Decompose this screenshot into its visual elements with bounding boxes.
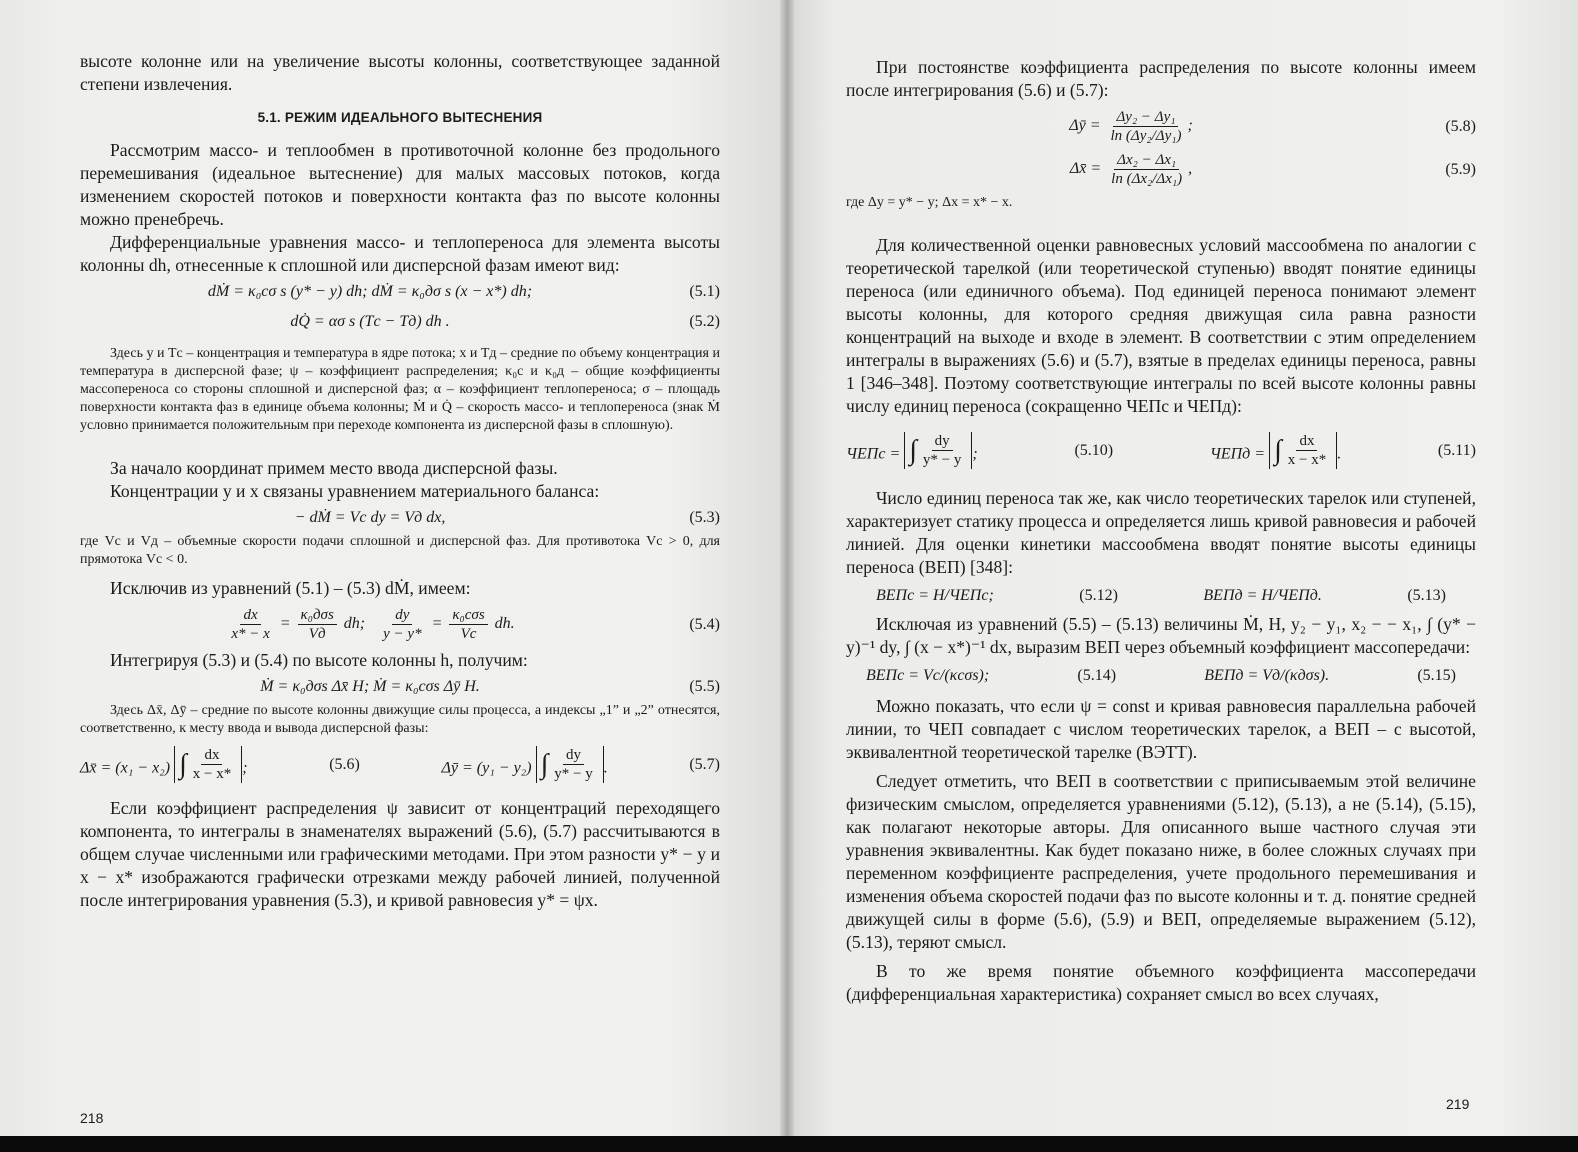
equation-5-9-body: Δx̄ = $\frac{\text{Δx₂ − Δx₁}}{\text{ln (Δx₂/Δx₁)}}$ , xyxy=(1069,152,1193,187)
left-paragraph-6: Концентрации y и x связаны уравнением материального баланса: xyxy=(110,481,600,501)
equation-5-8 xyxy=(846,108,1476,145)
section-heading: 5.1. РЕЖИМ ИДЕАЛЬНОГО ВЫТЕСНЕНИЯ xyxy=(257,110,543,125)
equation-5-4 xyxy=(80,606,720,643)
left-paragraph-8: Исключив из уравнений (5.1) – (5.3) dṀ, имеем: xyxy=(110,578,471,598)
eq54-fraction-4: $\frac{\text{κ₀сσs}}{Vс}$ xyxy=(449,606,487,643)
equation-5-5-body: Ṁ = κ₀дσs Δx̄ H; Ṁ = κ₀сσs Δȳ H. xyxy=(260,678,480,695)
equations-5-10-5-11 xyxy=(846,432,1476,469)
equation-5-11-number: (5.11) xyxy=(1437,441,1476,459)
equation-5-12-body: ВЕПс = H/ЧЕПс; xyxy=(876,587,994,604)
equation-5-15-body: ВЕПд = Vд/(κдσs). xyxy=(1204,667,1330,684)
left-page xyxy=(0,0,786,1136)
equations-5-14-5-15 xyxy=(846,667,1476,685)
left-column xyxy=(80,50,720,912)
right-paragraph-7: Следует отметить, что ВЕП в соответствии с приписываемым этой величине физическим смыслом, определяется уравнениями (5.12), (5.13), а не (5.14), (5.15), как полагают некоторые авторы. Для описанного выше частного случая эти уравнения эквивалентны. Как будет показано ниже, в более сложных случаях при переменном коэффициенте распределения, учете продольного перемешивания и изменения объема скоростей подачи фаз по высоте колонны и т. д. понятие средней движущей силы в форме (5.6), (5.9) и ВЕП, определяемые выражением (5.12), (5.13), теряют смысл. xyxy=(846,771,1476,952)
left-paragraph-1: высоте колонне или на увеличение высоты колонны, соответствующее заданной степени извлечения. xyxy=(80,51,720,94)
scan-bottom-edge xyxy=(0,1136,1578,1152)
equation-5-1-number: (5.1) xyxy=(689,283,720,300)
right-paragraph-1: При постоянстве коэффициента распределения по высоте колонны имеем после интегрирования (5.6) и (5.7): xyxy=(846,57,1476,100)
right-page xyxy=(786,0,1578,1136)
left-paragraph-5: За начало координат примем место ввода дисперсной фазы. xyxy=(110,458,558,478)
equation-5-11-body: ЧЕПд = ∫ $\frac{dx}{x - x*}$ . xyxy=(1209,433,1342,468)
right-paragraph-8: В то же время понятие объемного коэффициента массопередачи (дифференциальная характеристика) сохраняет смысл во всех случаях, xyxy=(846,961,1476,1004)
right-paragraph-3: Для количественной оценки равновесных условий массообмена по аналогии с теоретической тарелкой (или теоретической ступенью) вводят понятие единицы переноса (или единичного объема). Под единицей переноса понимают элемент высоты колонны, для которого средняя движущая сила равна разности концентраций на выходе и входе в элемент. В соответствии с этим определением интегралы в выражениях (5.6) и (5.7), взятые в пределах единицы переноса, равны 1 [346–348]. Поэтому соответствующие интегралы по всей высоте колонны равны числу единиц переноса (сокращенно ЧЕПс и ЧЕПд): xyxy=(846,235,1476,416)
eq54-fraction-2: $\frac{\text{κ₀дσs}}{Vд}$ xyxy=(298,606,337,643)
left-paragraph-3: Дифференциальные уравнения массо- и теплопереноса для элемента высоты колонны dh, отнесенные к сплошной или дисперсной фазам имеют вид: xyxy=(80,232,720,275)
equations-5-6-5-7 xyxy=(80,746,720,783)
left-paragraph-9: Интегрируя (5.3) и (5.4) по высоте колонны h, получим: xyxy=(110,650,528,670)
equation-5-5 xyxy=(80,678,720,696)
equations-5-12-5-13 xyxy=(846,587,1476,605)
equation-5-4-body: $\frac{dx}{x* - x}$ = $\frac{\text{κ₀дσs}}{Vд}$ dh; $\frac{dy}{y - y*}$ = $\frac{\text{κ₀сσs}}{Vс}$ dh. xyxy=(80,606,660,643)
equation-5-4-number: (5.4) xyxy=(689,615,720,633)
left-paragraph-2: Рассмотрим массо- и теплообмен в противоточной колонне без продольного перемешивания (идеальное вытеснение) для малых массовых потоков, когда изменением скоростей потоков и поверхности контакта фаз по высоте колонны можно пренебречь. xyxy=(80,140,720,229)
left-notation-paragraph: Здесь y и Tс – концентрация и температура в ядре потока; x и Tд – средние по объему концентрация и температура в дисперсной фазе; ψ – коэффициент распределения; κ₀с и κ₀д – общие коэффициенты массопереноса со стороны сплошной и дисперсной фаз; α – коэффициент теплопереноса; σ – площадь поверхности контакта фаз в единице объема колонны; Ṁ и Q̇ – скорость массо- и теплопереноса (знак Ṁ условно принимается положительным при переходе компонента из дисперсной фазы в сплошную). xyxy=(80,346,720,433)
equation-5-3-number: (5.3) xyxy=(689,509,720,526)
equation-5-2-body: dQ̇ = ασ s (Tс − Tд) dh . xyxy=(290,313,450,330)
equation-5-3 xyxy=(80,509,720,527)
equation-5-8-body: Δȳ = $\frac{\text{Δy₂ − Δy₁}}{\text{ln (Δy₂/Δy₁)}}$ ; xyxy=(1069,109,1193,144)
equation-5-12-number: (5.12) xyxy=(1079,587,1118,604)
eq54-fraction-1: $\frac{dx}{x* - x}$ xyxy=(231,607,270,642)
right-paragraph-4: Число единиц переноса так же, как число теоретических тарелок или ступеней, характеризует статику процесса и определяется лишь кривой равновесия и рабочей линией. Для оценки кинетики массообмена вводят понятие высоты единицы переноса (ВЕП) [348]: xyxy=(846,488,1476,577)
left-paragraph-11: Если коэффициент распределения ψ зависит от концентраций переходящего компонента, то интегралы в знаменателях выражений (5.6), (5.7) рассчитываются в общем случае численными или графическими методами. При этом разности y* − y и x − x* изображаются графически отрезками между рабочей линией, полученной после интегрирования уравнения (5.3), и кривой равновесия y* = ψx. xyxy=(80,798,720,910)
right-column xyxy=(846,56,1476,1006)
book-spine-shadow xyxy=(780,0,794,1136)
equation-5-8-number: (5.8) xyxy=(1445,117,1476,135)
equation-5-10-number: (5.10) xyxy=(1074,441,1114,459)
eq54-fraction-3: $\frac{dy}{y - y*}$ xyxy=(383,607,422,642)
equation-5-3-body: − dṀ = Vс dy = Vд dx, xyxy=(294,509,446,526)
equation-5-7-number: (5.7) xyxy=(689,755,720,773)
equation-5-13-body: ВЕПд = H/ЧЕПд. xyxy=(1203,587,1322,604)
equation-5-7-body: Δȳ = (y₁ − y₂) ∫ $\frac{dy}{y* - y}$ . xyxy=(441,747,608,782)
equation-5-10-body: ЧЕПс = ∫ $\frac{dy}{y* - y}$ ; xyxy=(846,433,978,468)
equation-5-1 xyxy=(80,283,720,301)
equation-5-6-body: Δx̄ = (x₁ − x₂) ∫ $\frac{dx}{x - x*}$ ; xyxy=(80,747,248,782)
page-number-right: 219 xyxy=(1446,1096,1470,1112)
equation-5-1-body: dṀ = κ₀cσ s (y* − y) dh; dṀ = κ₀дσ s (x − x*) dh; xyxy=(207,283,533,300)
right-paragraph-5: Исключая из уравнений (5.5) – (5.13) величины Ṁ, H, y₂ − y₁, x₂ − − x₁, ∫ (y* − y)⁻¹ dy, ∫ (x − x*)⁻¹ dx, выразим ВЕП через объемный коэффициент массопередачи: xyxy=(846,614,1476,657)
page-number-left: 218 xyxy=(80,1110,104,1126)
equation-5-5-number: (5.5) xyxy=(689,678,720,695)
equation-5-6-number: (5.6) xyxy=(329,755,360,773)
right-paragraph-2: где Δy = y* − y; Δx = x* − x. xyxy=(846,195,1013,210)
equation-5-14-number: (5.14) xyxy=(1077,667,1117,684)
equation-5-9-number: (5.9) xyxy=(1445,160,1476,178)
left-paragraph-10: Здесь Δx̄, Δȳ – средние по высоте колонны движущие силы процесса, а индексы „1” и „2” отнесятся, соответственно, к месту ввода и вывода дисперсной фазы: xyxy=(80,703,720,736)
equation-5-9 xyxy=(846,151,1476,188)
equation-5-2-number: (5.2) xyxy=(689,313,720,330)
right-paragraph-6: Можно показать, что если ψ = const и кривая равновесия параллельна рабочей линии, то ЧЕП совпадает с числом теоретических тарелок, а ВЕП – с высотой, эквивалентной теоретической тарелке (ВЭТТ). xyxy=(846,696,1476,762)
equation-5-2 xyxy=(80,313,720,331)
left-paragraph-7: где Vс и Vд – объемные скорости подачи сплошной и дисперсной фаз. Для противотока Vс > 0, для прямотока Vс < 0. xyxy=(80,534,720,567)
equation-5-13-number: (5.13) xyxy=(1407,587,1446,604)
equation-5-14-body: ВЕПс = Vс/(κсσs); xyxy=(866,667,990,684)
equation-5-15-number: (5.15) xyxy=(1417,667,1456,684)
